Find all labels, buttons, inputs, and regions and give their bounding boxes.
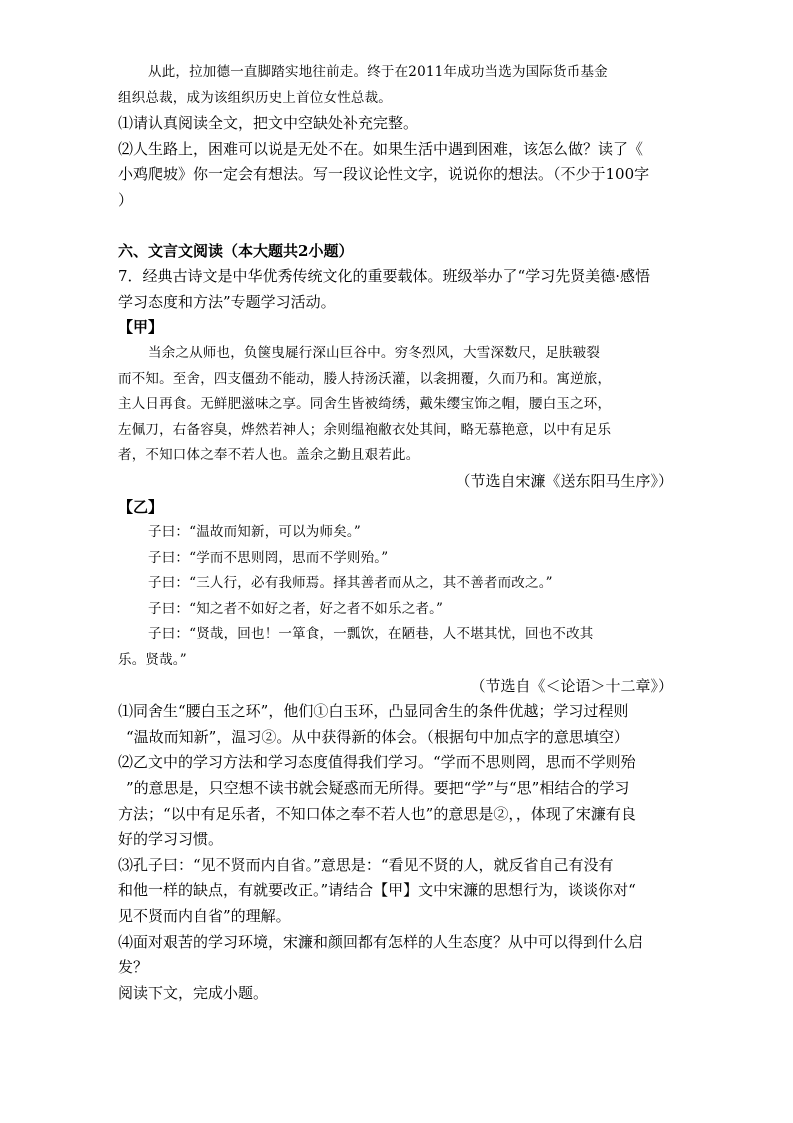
section-heading: 六、文言文阅读（本大题共2小题） — [118, 241, 354, 260]
passage-yi-line: 子曰：“学而不思则罔，思而不学则殆。” — [148, 549, 389, 566]
question-2-cont: 小鸡爬坡》你一定会有想法。写一段议论性文字，说说你的想法。（不少于100字 — [118, 165, 650, 184]
question-7-cont: 学习态度和方法”专题学习活动。 — [118, 292, 336, 311]
question-2-cont: ） — [118, 190, 134, 209]
passage-jia-line: 左佩刀，右备容臭，烨然若神人；余则缊袍敝衣处其间，略无慕艳意，以中有足乐 — [118, 421, 612, 438]
question-1: ⑴请认真阅读全文，把文中空缺处补充完整。 — [118, 114, 419, 133]
sub-question-3: ⑶孔子曰：“见不贤而内自省。”意思是：“看见不贤的人，就反省自己有没有 — [118, 855, 614, 874]
question-2: ⑵人生路上，困难可以说是无处不在。如果生活中遇到困难，该怎么做？读了《 — [118, 139, 644, 158]
sub-question-2: ⑵乙文中的学习方法和学习态度值得我们学习。“学而不思则罔，思而不学则殆 — [118, 753, 636, 772]
sub-question-4-cont: 发？ — [118, 958, 149, 977]
passage-jia-source: （节选自宋濂《送东阳马生序》） — [455, 471, 673, 490]
passage-label-jia: 【甲】 — [118, 318, 164, 337]
passage-line: 组织总裁，成为该组织历史上首位女性总裁。 — [118, 89, 392, 106]
passage-jia-line: 而不知。至舍，四支僵劲不能动，媵人持汤沃灌，以衾拥覆，久而乃和。寓逆旅， — [118, 370, 612, 387]
sub-question-1: ⑴同舍生“腰白玉之环”，他们①白玉环，凸显同舍生的条件优越；学习过程则 — [118, 702, 629, 721]
sub-question-2-cont: ”的意思是，只空想不读书就会疑惑而无所得。要把“学”与“思”相结合的学习 — [126, 779, 630, 798]
passage-yi-source: （节选自《＜论语＞十二章》） — [470, 676, 673, 695]
sub-question-1-cont: “温故而知新”，温习②。从中获得新的体会。（根据句中加点字的意思填空） — [126, 727, 629, 746]
passage-jia-line: 主人日再食。无鲜肥滋味之享。同舍生皆被绮绣，戴朱缨宝饰之帽，腰白玉之环， — [118, 396, 612, 413]
passage-jia-line: 当余之从师也，负箧曳屣行深山巨谷中。穷冬烈风，大雪深数尺，足肤皲裂 — [148, 344, 601, 361]
sub-question-3-cont: 和他一样的缺点，有就要改正。”请结合【甲】文中宋濂的思想行为，谈谈你对“ — [118, 881, 636, 900]
sub-question-2-cont: 方法；“以中有足乐者，不知口体之奉不若人也”的意思是②，，体现了宋濂有良 — [118, 804, 636, 823]
passage-yi-line: 子曰：“知之者不如好之者，好之者不如乐之者。” — [148, 600, 444, 617]
passage-line: 从此，拉加德一直脚踏实地往前走。终于在2011年成功当选为国际货币基金 — [148, 64, 608, 80]
question-7: 7．经典古诗文是中华优秀传统文化的重要载体。班级举办了“学习先贤美德·感悟 — [118, 267, 650, 286]
passage-label-yi: 【乙】 — [118, 497, 164, 516]
sub-question-2-cont: 好的学习习惯。 — [118, 830, 224, 849]
spacer — [118, 214, 673, 239]
passage-yi-line: 子曰：“贤哉，回也！一箪食，一瓢饮，在陋巷，人不堪其忧，回也不改其 — [148, 626, 594, 643]
passage-jia-line: 者，不知口体之奉不若人也。盖余之勤且艰若此。 — [118, 447, 420, 464]
reading-instruction: 阅读下文，完成小题。 — [118, 983, 269, 1002]
document-body — [118, 60, 673, 1006]
passage-yi-line: 乐。贤哉。” — [118, 652, 187, 669]
passage-yi-line: 子曰：“温故而知新，可以为师矣。” — [148, 524, 361, 541]
passage-yi-line: 子曰：“三人行，必有我师焉。择其善者而从之，其不善者而改之。” — [148, 575, 553, 592]
sub-question-4: ⑷面对艰苦的学习环境，宋濂和颜回都有怎样的人生态度？从中可以得到什么启 — [118, 932, 644, 951]
sub-question-3-cont: 见不贤而内自省”的理解。 — [118, 907, 291, 925]
